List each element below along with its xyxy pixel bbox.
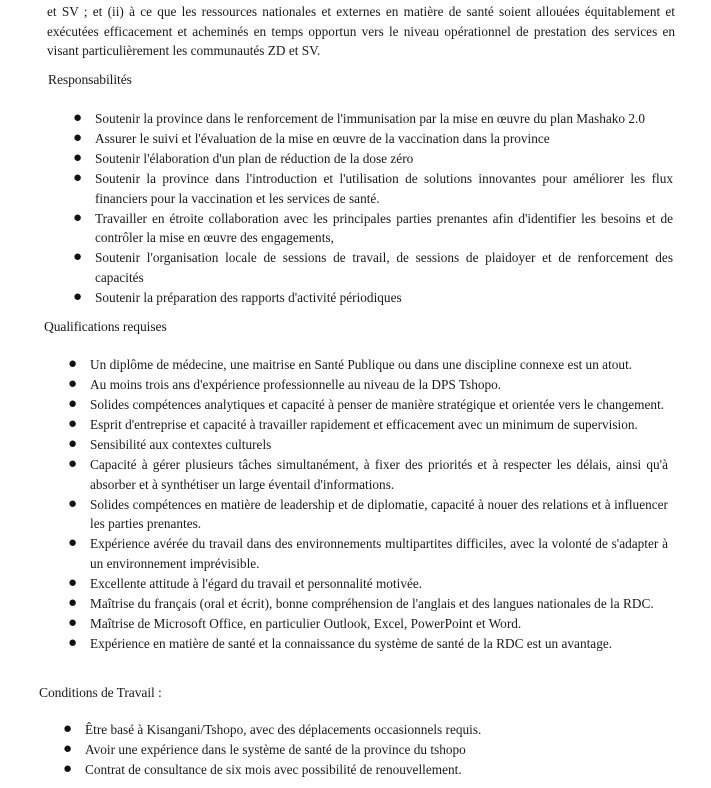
bullet-icon: ● [73,288,83,305]
list-conditions [63,720,665,780]
list-item: ● Sensibilité aux contextes culturels [90,435,668,455]
heading-qualifications: Qualifications requises [44,319,167,334]
list-item: ● Un diplôme de médecine, une maitrise en Santé Publique ou dans une discipline connexe est un atout. [90,355,668,375]
list-item: ● Expérience en matière de santé et la connaissance du système de santé de la RDC est un avantage. [90,634,668,654]
list-item: ● Soutenir la province dans le renforcement de l'immunisation par la mise en œuvre du plan Mashako 2.0 [95,109,673,129]
bullet-icon: ● [68,356,78,372]
list-item: ● Soutenir l'organisation locale de sessions de travail, de sessions de plaidoyer et de renforcement des capacités [73,249,673,285]
bullet-icon: ● [68,614,78,631]
bullet-icon: ● [68,456,78,472]
bullet-icon: ● [63,741,73,757]
bullet-icon: ● [63,721,73,737]
bullet-icon: ● [73,110,83,126]
bullet-icon: ● [63,761,73,777]
list-item: ● Esprit d'entreprise et capacité à travailler rapidement et efficacement avec un minimum de supervision. [90,415,668,435]
list-item: ● Maîtrise du français (oral et écrit), bonne compréhension de l'anglais et des langues nationales de la RDC. [90,594,668,614]
bullet-icon: ● [68,495,78,512]
list-responsabilites [73,109,673,308]
bullet-icon: ● [68,634,78,651]
bullet-icon: ● [73,249,83,265]
bullet-icon: ● [73,130,83,146]
list-item: ● Soutenir la préparation des rapports d'activité périodiques [95,288,673,308]
heading-conditions: Conditions de Travail : [39,685,162,700]
heading-responsabilites: Responsabilités [48,72,132,87]
list-item: ● Soutenir l'élaboration d'un plan de réduction de la dose zéro [95,149,673,169]
list-item: ● Être basé à Kisangani/Tshopo, avec des déplacements occasionnels requis. [85,720,665,740]
list-item: ● Travailler en étroite collaboration avec les principales parties prenantes afin d'identifier les besoins et de contrôler la mise en œuvre des engagements, [73,209,673,245]
list-item: ● Au moins trois ans d'expérience professionnelle au niveau de la DPS Tshopo. [90,375,668,395]
list-item: ● Assurer le suivi et l'évaluation de la mise en œuvre de la vaccination dans la province [95,129,673,149]
bullet-icon: ● [68,594,78,611]
list-item: ● Maîtrise de Microsoft Office, en particulier Outlook, Excel, PowerPoint et Word. [90,614,668,634]
bullet-icon: ● [68,416,78,432]
bullet-icon: ● [73,150,83,166]
list-qualifications [68,355,668,654]
list-item: ● Solides compétences en matière de leadership et de diplomatie, capacité à nouer des relations et à influencer les parties prenantes. [68,495,668,531]
intro-paragraph: et SV ; et (ii) à ce que les ressources nationales et externes en matière de santé soient allouées équitablement et exécutées efficacement et acheminés en temps opportun vers le niveau opérationnel de prestation des services en visant particulièrement les communautés ZD et SV. [47,4,675,58]
bullet-icon: ● [68,376,78,392]
list-item: ● Excellente attitude à l'égard du travail et personnalité motivée. [90,574,668,594]
bullet-icon: ● [73,170,83,186]
list-item: ● Solides compétences analytiques et capacité à penser de manière stratégique et orientée vers le changement. [90,395,668,415]
bullet-icon: ● [68,574,78,591]
list-item: ● Capacité à gérer plusieurs tâches simultanément, à fixer des priorités et à respecter les délais, ainsi qu'à absorber et à synthétiser un large éventail d'informations. [68,456,668,492]
list-item: ● Soutenir la province dans l'introduction et l'utilisation de solutions innovantes pour améliorer les flux financiers pour la vaccination et les services de santé. [73,170,673,206]
bullet-icon: ● [68,535,78,551]
bullet-icon: ● [68,396,78,412]
bullet-icon: ● [73,209,83,226]
list-item: ● Contrat de consultance de six mois avec possibilité de renouvellement. [85,760,665,780]
bullet-icon: ● [68,436,78,452]
list-item: ● Avoir une expérience dans le système de santé de la province du tshopo [85,740,665,760]
list-item: ● Expérience avérée du travail dans des environnements multipartites difficiles, avec la volonté de s'adapter à un environnement imprévisible. [68,535,668,571]
